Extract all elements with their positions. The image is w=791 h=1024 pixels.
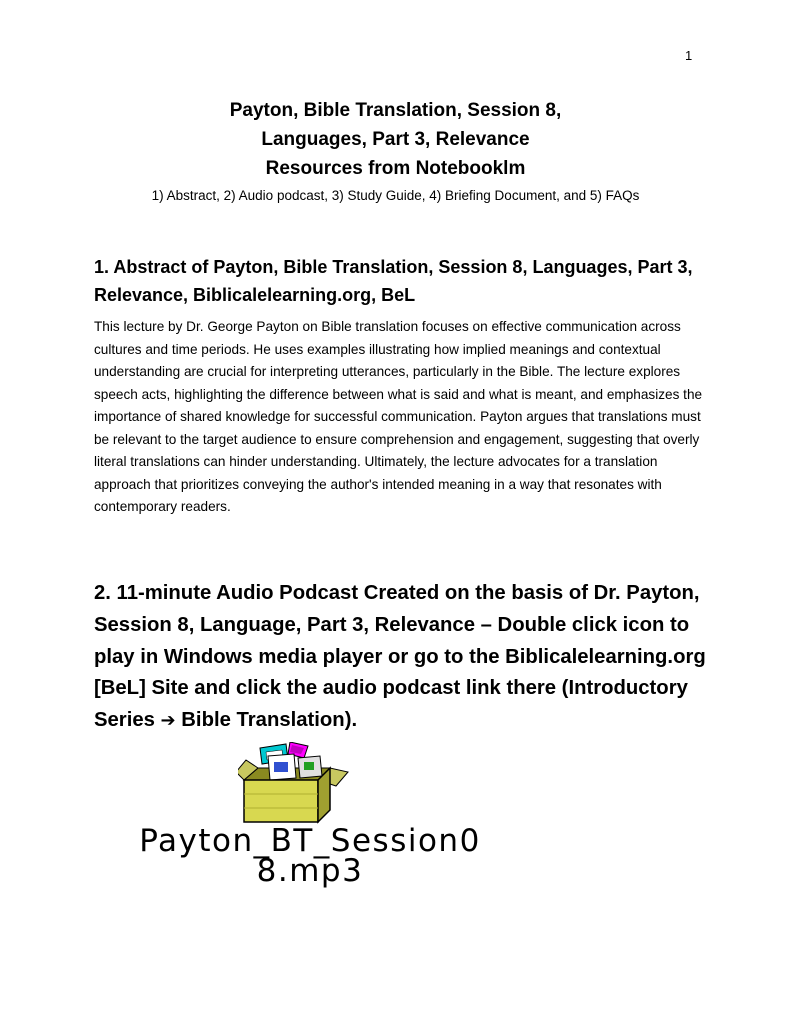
- abstract-heading: 1. Abstract of Payton, Bible Translation, Session 8, Languages, Part 3, Relevance, Biblicalelearning.org, BeL: [94, 257, 693, 305]
- arrow-icon: ➔: [160, 710, 176, 732]
- audio-filename-line-2: 8.mp3: [256, 853, 364, 889]
- podcast-heading-text: 2. 11-minute Audio Podcast Created on the basis of Dr. Payton, Session 8, Language, Part 3, Relevance – Double click icon to play in Windows media player or go to the Biblicalelearning.org [BeL] Site and click the audio podcast link there (Introductory Series: [94, 582, 706, 732]
- abstract-body: This lecture by Dr. George Payton on Bible translation focuses on effective communication across cultures and time periods. He uses examples illustrating how implied meanings and contextual understanding are crucial for interpreting utterances, particularly in the Bible. The lecture explores speech acts, highlighting the difference between what is said and what is meant, and emphasizes the importance of shared knowledge for successful communication. Payton argues that translations must be relevant to the target audience to ensure comprehension and engagement, suggesting that overly literal translations can hinder understanding. Ultimately, the lecture advocates for a translation approach that prioritizes conveying the author's intended meaning in a way that resonates with contemporary readers.: [94, 319, 703, 514]
- audio-filename-line-1: Payton_BT_Session0: [139, 823, 481, 859]
- title-block: [0, 96, 791, 207]
- title-line-3: Resources from Notebooklm: [265, 158, 526, 179]
- podcast-heading: [94, 578, 714, 737]
- title-line-2: Languages, Part 3, Relevance: [261, 129, 530, 150]
- audio-package-icon[interactable]: [238, 742, 358, 824]
- audio-filename[interactable]: [90, 823, 530, 889]
- page-number: 1: [685, 48, 693, 63]
- podcast-heading-tail: Bible Translation).: [181, 709, 358, 732]
- package-icon: [238, 742, 358, 824]
- resources-subtitle: 1) Abstract, 2) Audio podcast, 3) Study Guide, 4) Briefing Document, and 5) FAQs: [151, 188, 640, 203]
- title-line-1: Payton, Bible Translation, Session 8,: [229, 100, 562, 121]
